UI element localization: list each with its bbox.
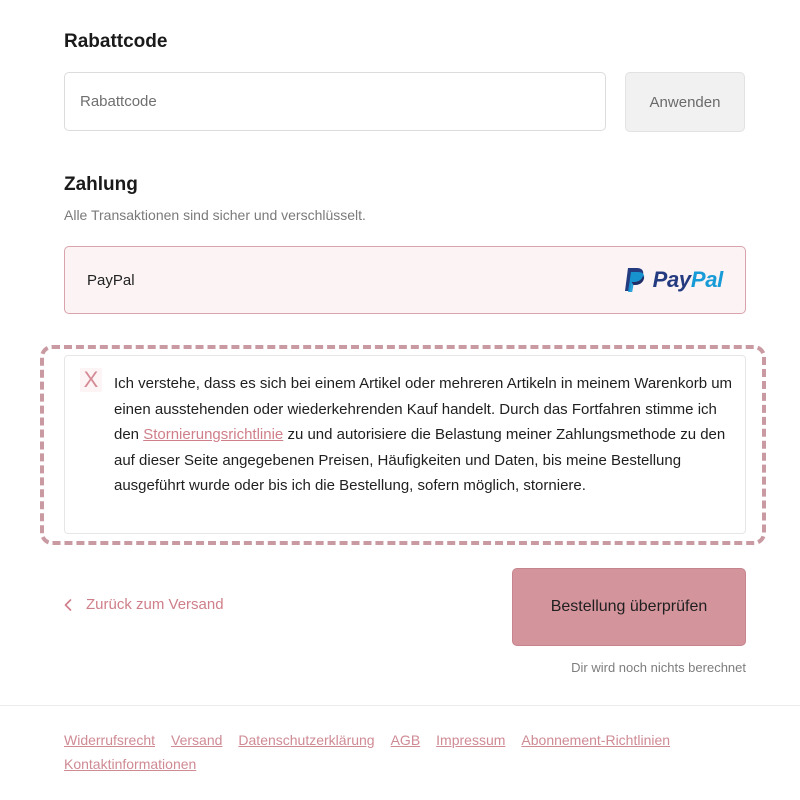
consent-text-start: Ich verstehe, dass es sich bei einem Artikel oder mehreren Artikeln in meinem Warenkorb um einen ausstehenden oder wiederkehrenden Kauf handelt. Durch das Fortfahren stimme ich den [114,375,733,444]
discount-heading: Rabattcode [64,31,168,52]
footer-link-versand[interactable]: Versand [171,732,223,748]
apply-discount-button[interactable]: Anwenden [625,72,745,132]
paypal-logo-text-pal: Pal [690,267,723,292]
footer-divider [0,705,800,706]
paypal-logo-text-pay: Pay [652,267,691,292]
consent-text [114,371,734,499]
discount-code-input[interactable] [64,72,606,131]
back-to-shipping-link[interactable] [64,596,224,613]
payment-method-paypal[interactable] [64,246,746,314]
payment-heading: Zahlung [64,174,138,195]
no-charge-note: Dir wird noch nichts berechnet [571,660,746,675]
footer-links [64,732,754,772]
footer-link-abonnement[interactable]: Abonnement-Richtlinien [521,732,671,748]
payment-method-label: PayPal [87,271,135,289]
payment-subtitle: Alle Transaktionen sind sicher und verschlüsselt. [64,207,366,223]
paypal-icon [623,267,647,293]
footer-link-impressum[interactable]: Impressum [436,732,506,748]
consent-checkbox[interactable]: X [80,368,102,392]
footer-link-kontakt[interactable]: Kontaktinformationen [64,756,197,772]
paypal-logo [623,267,723,293]
review-order-button[interactable]: Bestellung überprüfen [512,568,746,646]
consent-text-end: zu und autorisiere die Belastung meiner Zahlungsmethode zu den auf dieser Seite angegebenen Preisen, Häufigkeiten und Daten, bis meine Bestellung ausgeführt wurde oder bis ich die Bestellung, sofern möglich, storniere. [114,426,726,495]
back-to-shipping-label: Zurück zum Versand [86,596,224,613]
cancellation-policy-link[interactable]: Stornierungsrichtlinie [143,426,284,444]
footer-link-agb[interactable]: AGB [390,732,421,748]
chevron-left-icon [64,599,72,611]
footer-link-widerrufsrecht[interactable]: Widerrufsrecht [64,732,156,748]
footer-link-datenschutz[interactable]: Datenschutzerklärung [238,732,375,748]
